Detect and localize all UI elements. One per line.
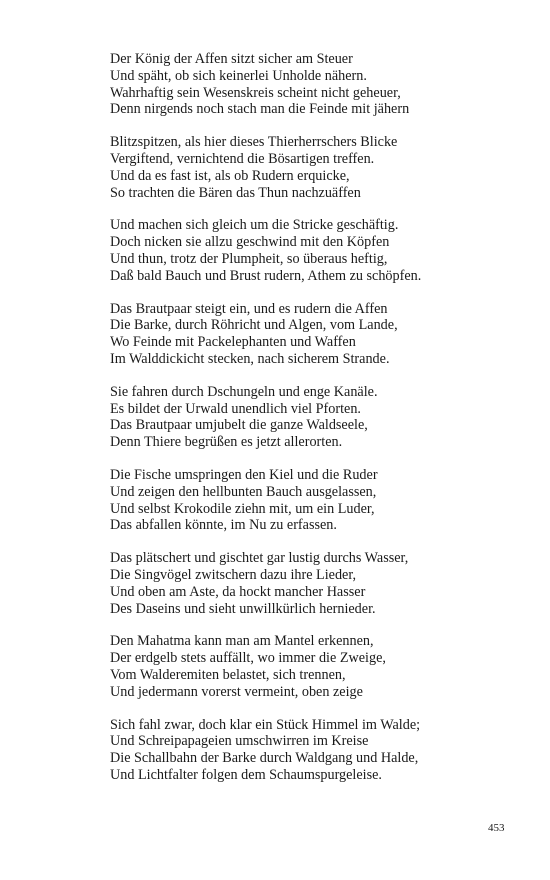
verse-line: Das Brautpaar umjubelt die ganze Waldseele, — [110, 417, 368, 434]
verse-line: Das abfallen könnte, im Nu zu erfassen. — [110, 517, 337, 534]
verse-line: Der König der Affen sitzt sicher am Steuer — [110, 51, 353, 67]
verse-line: Doch nicken sie allzu geschwind mit den Köpfen — [110, 234, 390, 251]
verse-line: Die Singvögel zwitschern dazu ihre Lieder, — [110, 566, 357, 583]
verse-line: Und selbst Krokodile ziehn mit, um ein Luder, — [110, 500, 375, 517]
verse-line: Und da es fast ist, als ob Rudern erquicke, — [110, 167, 350, 184]
verse-line: Des Daseins und sieht unwillkürlich hernieder. — [110, 600, 376, 617]
verse-line: Und zeigen den hellbunten Bauch ausgelassen, — [110, 483, 377, 500]
verse-line: Blitzspitzen, als hier dieses Thierherrschers Blicke — [110, 134, 398, 151]
verse-line: Und oben am Aste, da hockt mancher Hasser — [110, 583, 366, 600]
verse-line: Im Walddickicht stecken, nach sicherem Strande. — [110, 350, 390, 367]
verse-line: Die Fische umspringen den Kiel und die Ruder — [110, 466, 378, 483]
verse-line: Denn Thiere begrüßen es jetzt allerorten. — [110, 434, 343, 451]
stanza-4 — [110, 301, 530, 368]
verse-line: Das Brautpaar steigt ein, und es rudern die Affen — [110, 300, 388, 317]
stanza-7 — [110, 550, 530, 617]
verse-line: Die Schallbahn der Barke durch Waldgang und Halde, — [110, 750, 419, 767]
verse-line: Den Mahatma kann man am Mantel erkennen, — [110, 633, 374, 650]
verse-line: Die Barke, durch Röhricht und Algen, vom Lande, — [110, 317, 398, 334]
verse-line: Wo Feinde mit Packelephanten und Waffen — [110, 334, 356, 351]
verse-line: Sich fahl zwar, doch klar ein Stück Himmel im Walde; — [110, 716, 421, 733]
verse-line: So trachten die Bären das Thun nachzuäffen — [110, 184, 361, 201]
stanza-8 — [110, 633, 530, 700]
verse-line: Denn nirgends noch stach man die Feinde mit jähern — [110, 101, 410, 118]
verse-line: Und Lichtfalter folgen dem Schaumspurgeleise. — [110, 766, 382, 783]
poem-body — [110, 51, 530, 800]
stanza-2 — [110, 134, 530, 201]
verse-line: Sie fahren durch Dschungeln und enge Kanäle. — [110, 383, 378, 400]
verse-line: Wahrhaftig sein Wesenskreis scheint nicht geheuer, — [110, 84, 401, 101]
verse-line: Daß bald Bauch und Brust rudern, Athem zu schöpfen. — [110, 267, 422, 284]
verse-line: Es bildet der Urwald unendlich viel Pforten. — [110, 400, 361, 417]
verse-line: Und jedermann vorerst vermeint, oben zeige — [110, 683, 363, 700]
verse-line: Und Schreipapageien umschwirren im Kreise — [110, 733, 369, 750]
verse-line: Das plätschert und gischtet gar lustig durchs Wasser, — [110, 550, 409, 567]
page-number: 453 — [488, 822, 505, 834]
verse-line: Und thun, trotz der Plumpheit, so überaus heftig, — [110, 250, 388, 267]
stanza-9 — [110, 717, 530, 784]
verse-line: Der erdgelb stets auffällt, wo immer die Zweige, — [110, 650, 386, 667]
verse-line: Und machen sich gleich um die Stricke geschäftig. — [110, 217, 399, 234]
verse-line: Vom Walderemiten belastet, sich trennen, — [110, 666, 346, 683]
stanza-3 — [110, 217, 530, 284]
stanza-1 — [110, 51, 530, 118]
verse-line: Vergiftend, vernichtend die Bösartigen treffen. — [110, 150, 375, 167]
stanza-5 — [110, 384, 530, 451]
verse-line: Und späht, ob sich keinerlei Unholde nähern. — [110, 67, 367, 84]
stanza-6 — [110, 467, 530, 534]
